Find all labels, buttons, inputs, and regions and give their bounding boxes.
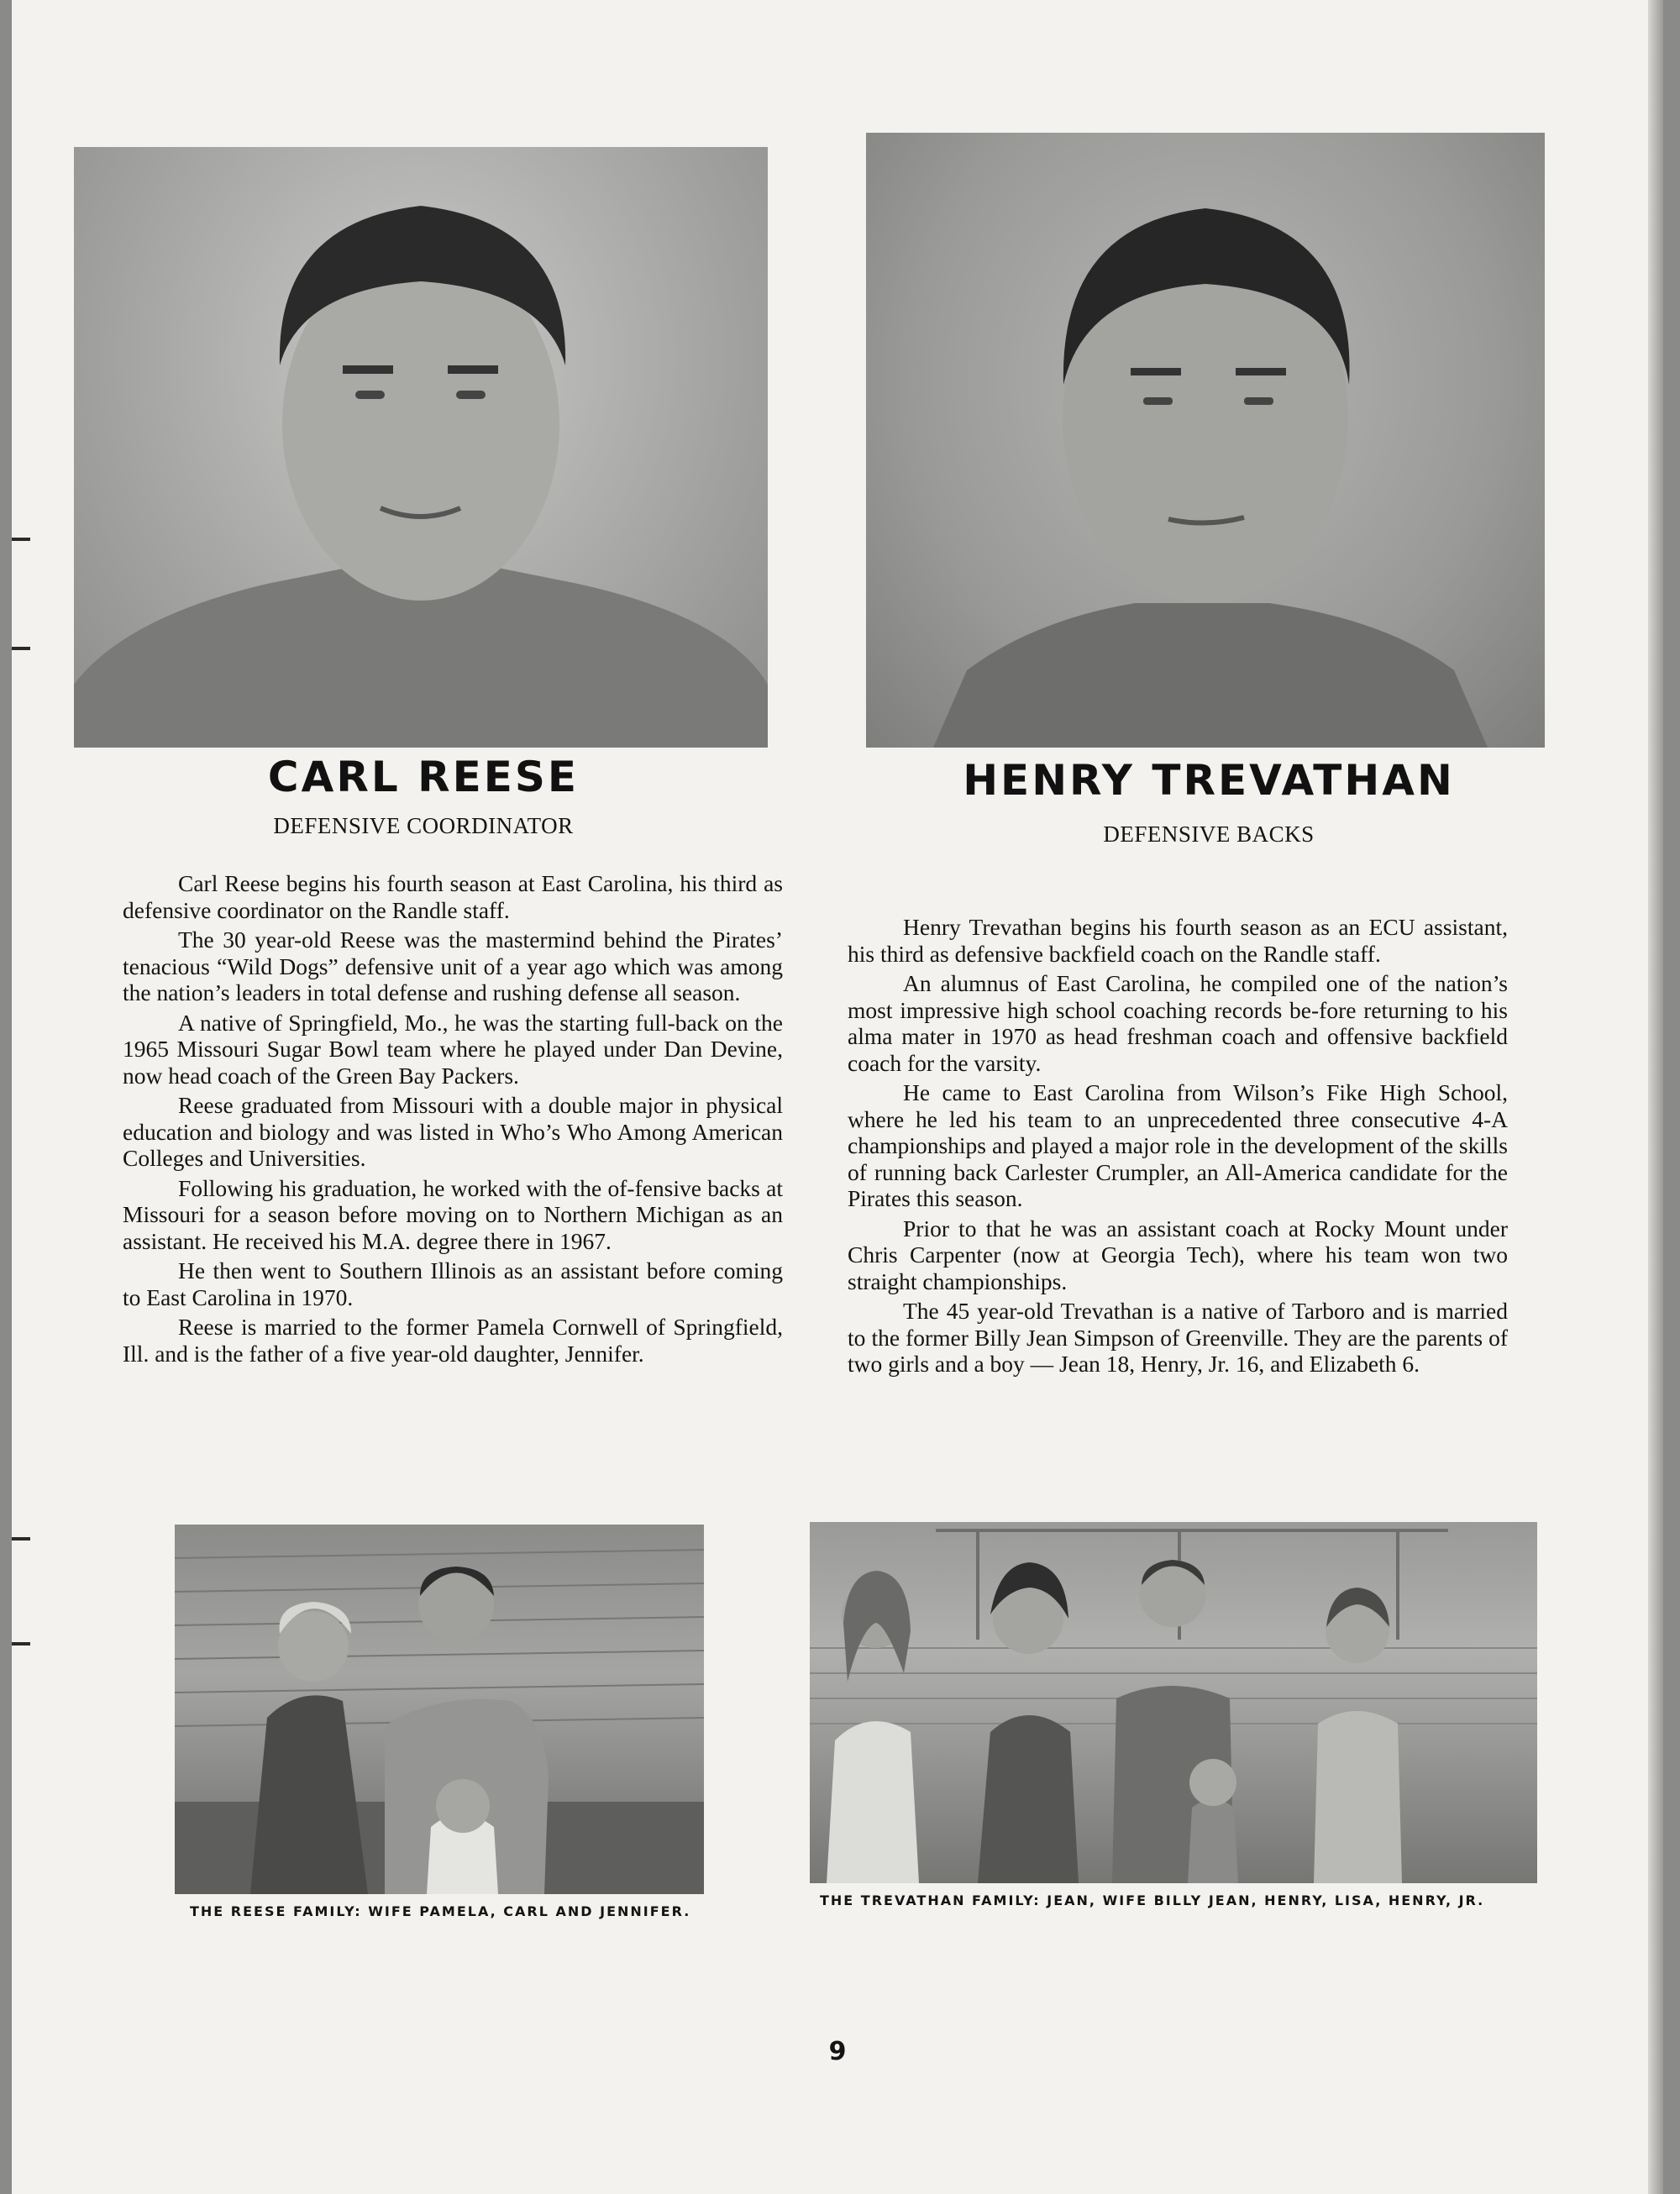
carl-reese-title: DEFENSIVE COORDINATOR bbox=[273, 813, 574, 838]
bio-paragraph: An alumnus of East Carolina, he compiled one of the nation’s most impressive high school coaching records be-fore returning to his alma mater in 1970 as head freshman coach and offensive backfield coach for the varsity. bbox=[848, 970, 1508, 1076]
bio-paragraph: Reese graduated from Missouri with a double major in physical education and biology and was listed in Who’s Who Among American Colleges and Universities. bbox=[123, 1092, 783, 1171]
bio-paragraph: Henry Trevathan begins his fourth season as an ECU assistant, his third as defensive backfield coach on the Randle staff. bbox=[848, 914, 1508, 967]
bio-paragraph: He came to East Carolina from Wilson’s Fike High School, where he led his team to an unprecedented three consecutive 4-A championships and played a major role in the development of the skills of running back Carlester Crumpler, an All-America candidate for the Pirates this season. bbox=[848, 1079, 1508, 1211]
bio-paragraph: He then went to Southern Illinois as an assistant before coming to East Carolina in 1970. bbox=[123, 1257, 783, 1310]
binding-mark bbox=[12, 647, 30, 650]
reese-family-caption: THE REESE FAMILY: WIFE PAMELA, CARL AND JENNIFER. bbox=[190, 1903, 691, 1919]
carl-reese-bio bbox=[123, 870, 783, 1370]
bio-paragraph: Prior to that he was an assistant coach at Rocky Mount under Chris Carpenter (now at Georgia Tech), where his team won two straight championships. bbox=[848, 1215, 1508, 1294]
trevathan-family-photo bbox=[810, 1522, 1537, 1883]
binding-mark bbox=[12, 1537, 30, 1541]
reese-family-photo bbox=[175, 1525, 704, 1894]
page-edge bbox=[1648, 0, 1663, 2194]
bio-paragraph: A native of Springfield, Mo., he was the starting full-back on the 1965 Missouri Sugar Bowl team where he played under Dan Devine, now head coach of the Green Bay Packers. bbox=[123, 1009, 783, 1089]
bio-paragraph: Reese is married to the former Pamela Cornwell of Springfield, Ill. and is the father of a five year-old daughter, Jennifer. bbox=[123, 1314, 783, 1367]
bio-paragraph: The 45 year-old Trevathan is a native of Tarboro and is married to the former Billy Jean Simpson of Greenville. They are the parents of two girls and a boy — Jean 18, Henry, Jr. 16, and Elizabeth 6. bbox=[848, 1298, 1508, 1377]
bio-paragraph: Following his graduation, he worked with the of-fensive backs at Missouri for a season before moving on to Northern Michigan as an assistant. He received his M.A. degree there in 1967. bbox=[123, 1174, 783, 1254]
henry-trevathan-title: DEFENSIVE BACKS bbox=[1103, 821, 1315, 847]
bio-paragraph: The 30 year-old Reese was the mastermind behind the Pirates’ tenacious “Wild Dogs” defensive unit of a year ago which was among the nation’s leaders in total defense and rushing defense all season. bbox=[123, 926, 783, 1005]
carl-reese-name: CARL REESE bbox=[267, 753, 580, 801]
binding-mark bbox=[12, 1642, 30, 1646]
henry-trevathan-name: HENRY TREVATHAN bbox=[963, 756, 1455, 805]
henry-trevathan-portrait bbox=[866, 133, 1545, 748]
binding-mark bbox=[12, 538, 30, 541]
henry-trevathan-bio bbox=[848, 914, 1508, 1381]
trevathan-family-caption: THE TREVATHAN FAMILY: JEAN, WIFE BILLY JEAN, HENRY, LISA, HENRY, JR. bbox=[820, 1892, 1485, 1908]
brochure-page bbox=[12, 0, 1663, 2194]
carl-reese-portrait bbox=[74, 147, 768, 748]
page-number: 9 bbox=[828, 2037, 847, 2066]
bio-paragraph: Carl Reese begins his fourth season at East Carolina, his third as defensive coordinator on the Randle staff. bbox=[123, 870, 783, 923]
